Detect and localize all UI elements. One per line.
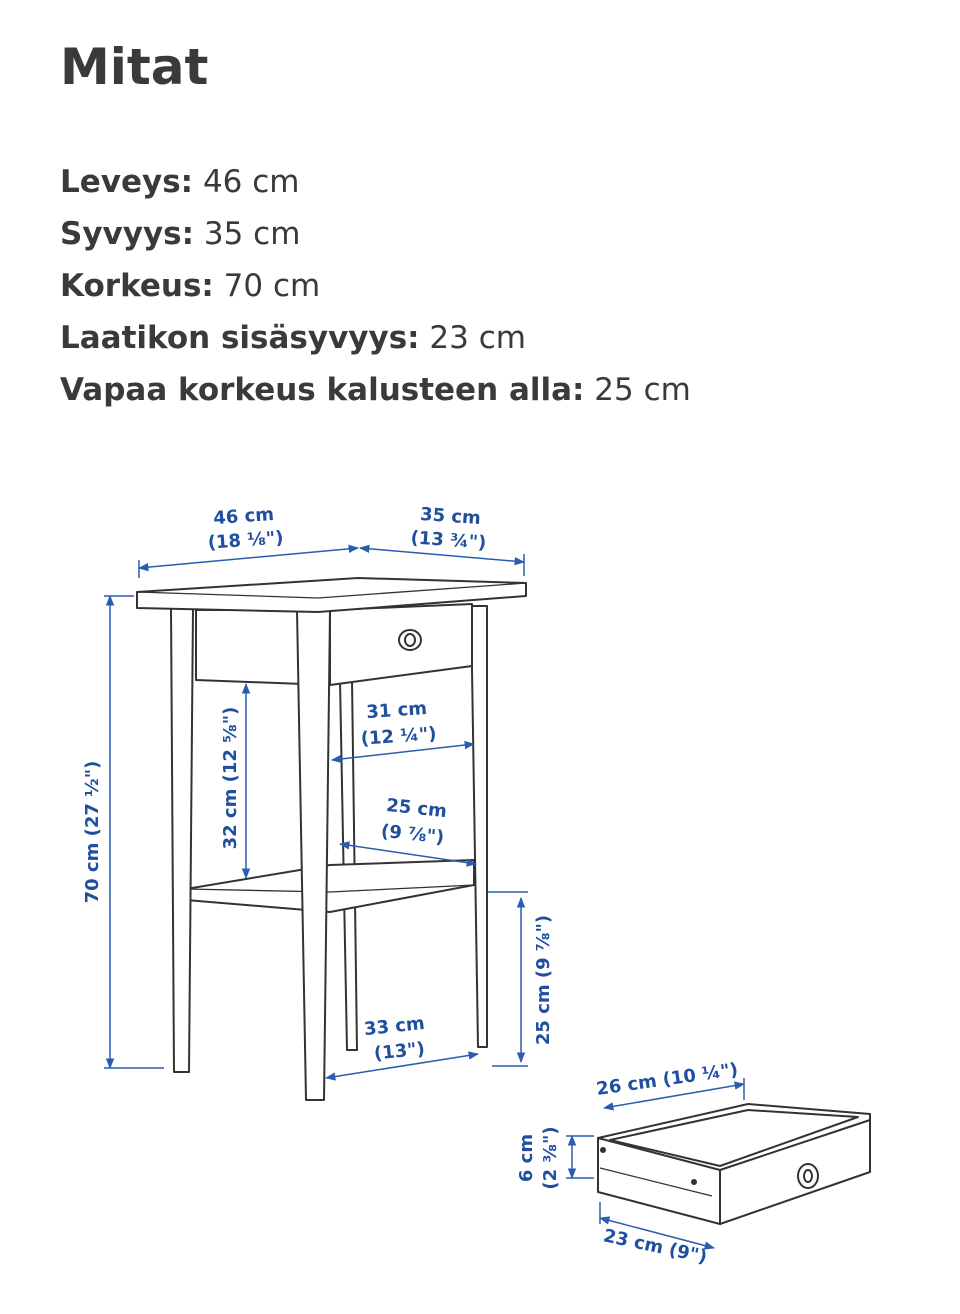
label-shelf-depth-cm: 31 cm (365, 697, 428, 724)
spec-value: 23 cm (429, 320, 526, 356)
label-clearance: 25 cm (9 ⅞") (533, 914, 554, 1046)
spec-clearance (60, 364, 691, 416)
dimension-diagram (0, 480, 960, 1310)
nightstand-drawing (137, 578, 526, 1100)
page-title: Mitat (60, 38, 209, 96)
spec-value: 70 cm (223, 268, 321, 304)
spec-label: Korkeus: (60, 268, 214, 304)
spec-depth (60, 208, 691, 260)
label-drawer-height-cm: 6 cm (516, 1133, 537, 1183)
dimension-list (60, 156, 691, 416)
spec-label: Laatikon sisäsyvyys: (60, 320, 420, 356)
spec-value: 35 cm (203, 216, 301, 252)
drawer-drawing (598, 1104, 870, 1224)
label-shelf-width-cm: 25 cm (385, 794, 448, 823)
label-shelf-depth-in: (12 ¼") (360, 723, 438, 750)
label-leg-span-cm: 33 cm (363, 1012, 426, 1041)
spec-label: Vapaa korkeus kalusteen alla: (60, 372, 585, 408)
spec-height (60, 260, 691, 312)
label-depth-in: (13 ¾") (409, 527, 487, 554)
spec-value: 46 cm (202, 164, 300, 200)
label-depth-cm: 35 cm (419, 503, 482, 530)
spec-width (60, 156, 691, 208)
spec-value: 25 cm (594, 372, 691, 408)
label-drawer-height-in: (2 ⅜") (540, 1126, 561, 1190)
spec-drawer-inner-depth (60, 312, 691, 364)
label-total-height: 70 cm (27 ½") (82, 760, 103, 904)
label-shelf-width-in: (9 ⅞") (380, 820, 446, 849)
label-drawer-depth: 23 cm (9") (601, 1225, 709, 1268)
spec-label: Syvyys: (60, 216, 195, 252)
label-inner-height: 32 cm (12 ⅝") (220, 706, 241, 850)
label-width-cm: 46 cm (212, 503, 275, 530)
spec-label: Leveys: (60, 164, 194, 200)
label-width-in: (18 ⅛") (207, 527, 285, 554)
label-leg-span-in: (13") (373, 1038, 426, 1065)
label-drawer-width: 26 cm (10 ¼") (595, 1059, 740, 1100)
